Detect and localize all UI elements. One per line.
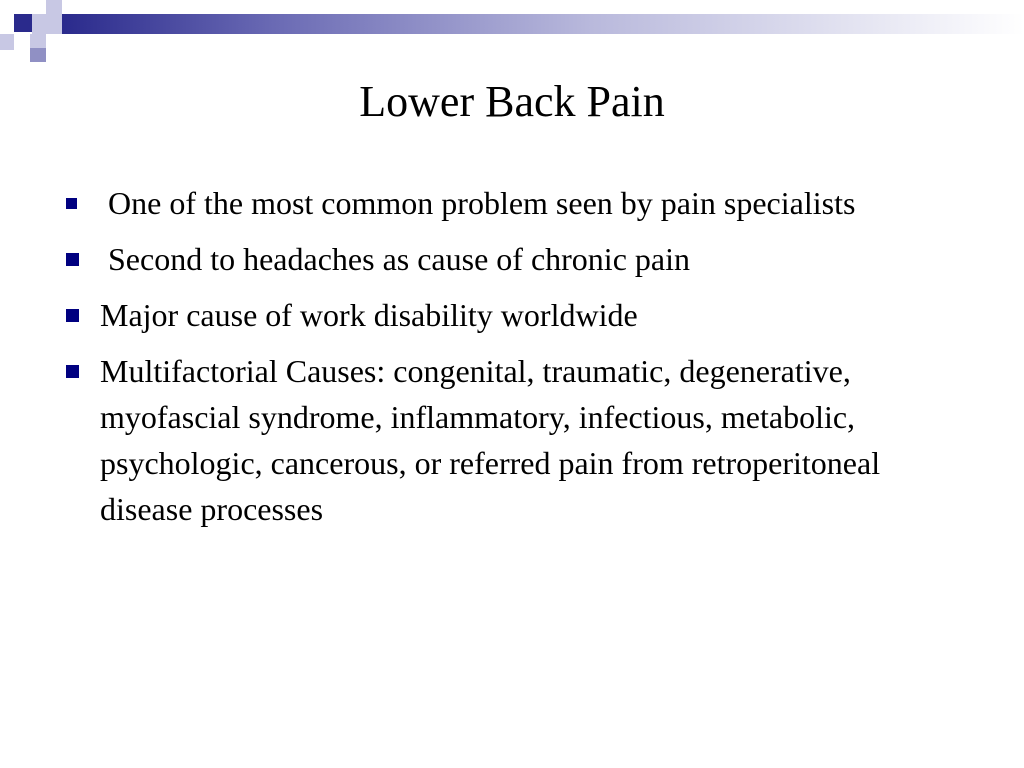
bullet-text: Second to headaches as cause of chronic pain — [100, 241, 690, 277]
decorative-square — [46, 0, 62, 14]
slide-title: Lower Back Pain — [359, 77, 665, 126]
bullet-item — [62, 348, 942, 532]
bullet-text: Multifactorial Causes: congenital, traumatic, degenerative, myofascial syndrome, inflammatory, infectious, metabolic, psychologic, cancerous, or referred pain from retroperitoneal disease processes — [100, 353, 881, 527]
header-gradient-bar — [62, 14, 1024, 34]
bullet-item — [62, 180, 942, 226]
square-bullet-icon — [66, 253, 79, 266]
decorative-square — [30, 48, 46, 62]
bullet-item — [62, 236, 942, 282]
bullet-text: One of the most common problem seen by pain specialists — [100, 185, 856, 221]
decorative-square — [14, 14, 32, 32]
decorative-square — [0, 34, 14, 50]
bullet-text: Major cause of work disability worldwide — [100, 297, 638, 333]
square-bullet-icon — [66, 198, 77, 209]
bullet-list — [62, 180, 942, 542]
bullet-item — [62, 292, 942, 338]
decorative-square — [14, 32, 30, 46]
decorative-square — [32, 14, 62, 34]
square-bullet-icon — [66, 365, 79, 378]
square-bullet-icon — [66, 309, 79, 322]
